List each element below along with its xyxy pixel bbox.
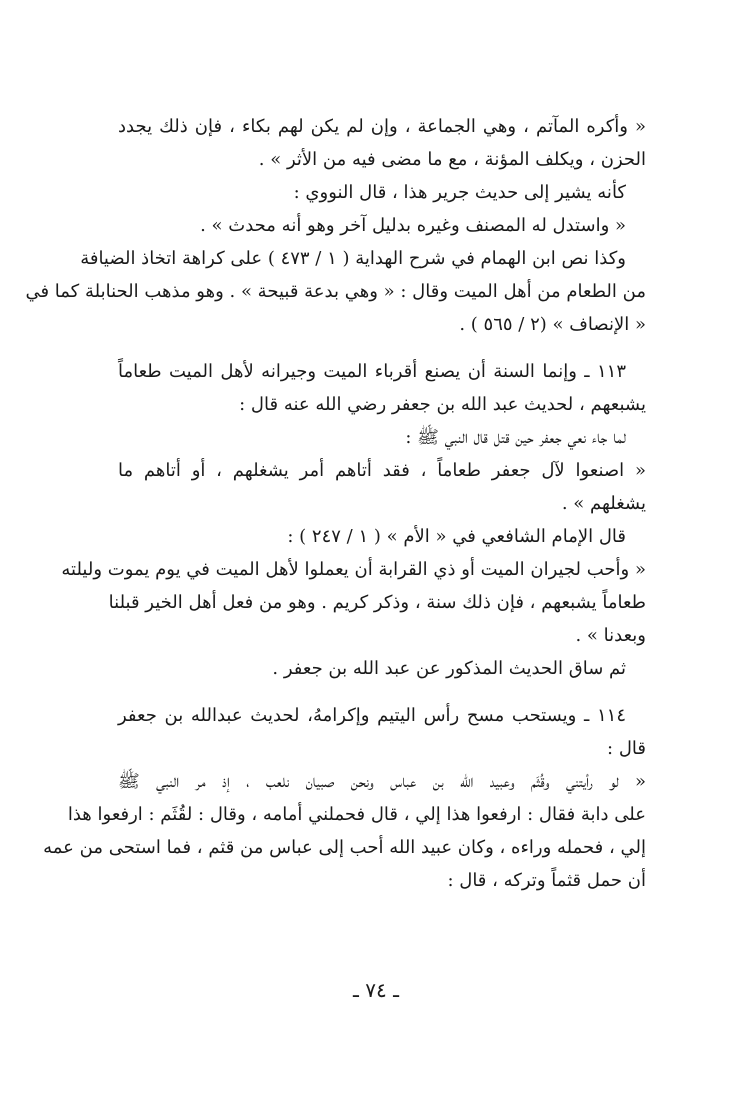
text-line: من الطعام من أهل الميت وقال : « وهي بدعة قبيحة » . وهو مذهب الحنابلة كما في: [25, 281, 646, 302]
text-line: وبعدنا » .: [575, 625, 646, 646]
text-line: على دابة فقال : ارفعوا هذا إلي ، قال فحملني أمامه ، وقال : لقُثَم : ارفعوا هذا: [67, 804, 646, 825]
text-line: قال :: [607, 738, 646, 759]
text-line: وكذا نص ابن الهمام في شرح الهداية ( ١ / ٤٧٣ ) على كراهة اتخاذ الضيافة: [80, 248, 626, 269]
text-line: كأنه يشير إلى حديث جرير هذا ، قال النووي :: [293, 182, 626, 203]
text-line: « الإنصاف » (٢ / ٥٦٥ ) .: [459, 314, 646, 335]
text-line: « وأحب لجيران الميت أو ذي القرابة أن يعملوا لأهل الميت في يوم يموت وليلته: [61, 559, 646, 580]
text-line: « لو رأيتني وقُثَم وعبيد الله بن عباس ونحن صبيان نلعب ، إذ مر النبي ﷺ: [118, 771, 646, 792]
page-number: ـ ٧٤ ـ: [353, 978, 399, 1002]
section-heading-114: ١١٤ ـ ويستحب مسح رأس اليتيم وإكرامهُ، لحديث عبدالله بن جعفر: [118, 705, 626, 726]
text-line: قال الإمام الشافعي في « الأم » ( ١ / ٢٤٧ ) :: [287, 526, 626, 547]
text-line: أن حمل قثماً وتركه ، قال :: [447, 870, 646, 891]
text-line: « اصنعوا لآل جعفر طعاماً ، فقد أتاهم أمر يشغلهم ، أو أتاهم ما: [118, 460, 646, 481]
page-body: [25, 110, 646, 897]
text-line: الحزن ، ويكلف المؤنة ، مع ما مضى فيه من الأثر » .: [258, 149, 646, 170]
section-heading-113: ١١٣ ـ وإنما السنة أن يصنع أقرباء الميت وجيرانه لأهل الميت طعاماً: [118, 361, 626, 382]
text-line: « واستدل له المصنف وغيره بدليل آخر وهو أنه محدث » .: [200, 215, 626, 236]
text-line: يشبعهم ، لحديث عبد الله بن جعفر رضي الله عنه قال :: [239, 394, 646, 415]
text-line: يشغلهم » .: [561, 493, 646, 514]
text-line: طعاماً يشبعهم ، فإن ذلك سنة ، وذكر كريم . وهو من فعل أهل الخير قبلنا: [108, 592, 646, 613]
text-line: لما جاء نعي جعفر حين قتل قال النبي ﷺ :: [405, 427, 626, 448]
text-line: إلي ، فحمله وراءه ، وكان عبيد الله أحب إلى عباس من قثم ، فما استحى من عمه: [43, 837, 646, 858]
text-line: ثم ساق الحديث المذكور عن عبد الله بن جعفر .: [272, 658, 626, 679]
text-line: « وأكره المآتم ، وهي الجماعة ، وإن لم يكن لهم بكاء ، فإن ذلك يجدد: [118, 116, 646, 137]
